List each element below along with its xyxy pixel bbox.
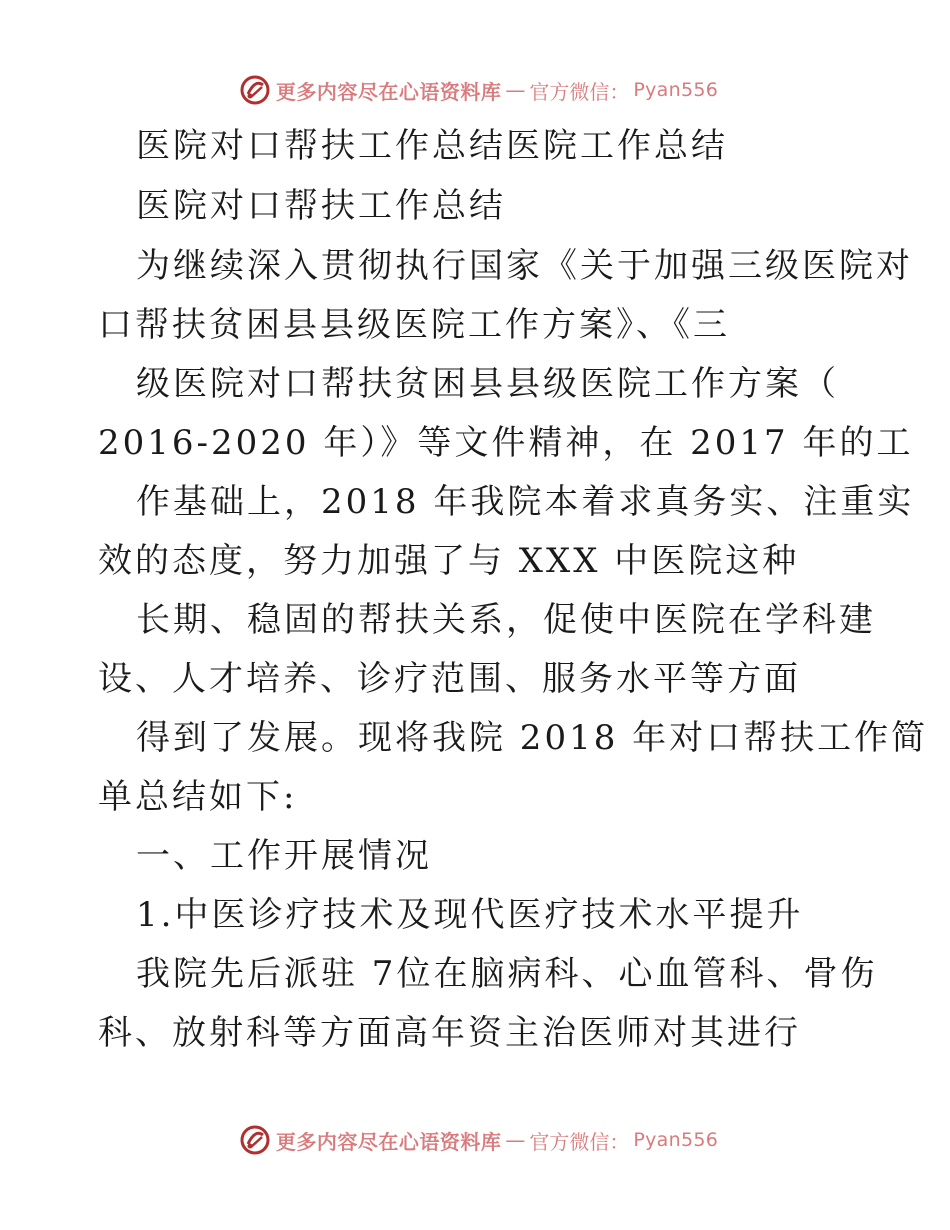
doc-title-line: 医院对口帮扶工作总结医院工作总结 [136,126,728,166]
paragraph-line: 得到了发展。现将我院 2018 年对口帮扶工作简 [136,718,929,758]
banner-separator: — [505,78,526,102]
paragraph-line: 长期、稳固的帮扶关系，促使中医院在学科建 [136,600,876,640]
paragraph-line: 2016-2020 年）》等文件精神，在 2017 年的工 [98,423,914,463]
banner-content [238,1123,718,1157]
paragraph-line: 我院先后派驻 7位在脑病科、心血管科、骨伤 [136,954,878,994]
paragraph-line: 为继续深入贯彻执行国家《关于加强三级医院对 [136,246,913,286]
paragraph-line: 级医院对口帮扶贫困县县级医院工作方案（ [136,364,839,404]
banner-official-label: 官方微信： [529,79,630,104]
paragraph-line: 科、放射科等方面高年资主治医师对其进行 [98,1013,801,1053]
header-banner [0,70,950,110]
paragraph-line: 设、人才培养、诊疗范围、服务水平等方面 [98,659,801,699]
logo-icon [238,1123,272,1157]
paragraph-line: 单总结如下: [98,777,298,817]
logo-icon [238,73,272,107]
banner-official-label: 官方微信： [529,1129,630,1154]
section-heading: 一、工作开展情况 [136,836,432,876]
banner-separator: — [505,1128,526,1152]
banner-site-text: 更多内容尽在心语资料库 [275,79,502,104]
doc-subtitle-line: 医院对口帮扶工作总结 [136,186,506,226]
paragraph-line: 作基础上，2018 年我院本着求真务实、注重实 [136,482,915,522]
banner-wechat-id: Pyan556 [633,79,719,101]
paragraph-line: 口帮扶贫困县县级医院工作方案》、《三 [98,305,730,345]
footer-banner [0,1120,950,1160]
paragraph-line: 效的态度，努力加强了与 XXX 中医院这种 [98,541,800,581]
banner-content [238,73,718,107]
subsection-heading: 1.中医诊疗技术及现代医疗技术水平提升 [136,895,804,935]
banner-wechat-id: Pyan556 [633,1129,719,1151]
banner-site-text: 更多内容尽在心语资料库 [275,1129,502,1154]
